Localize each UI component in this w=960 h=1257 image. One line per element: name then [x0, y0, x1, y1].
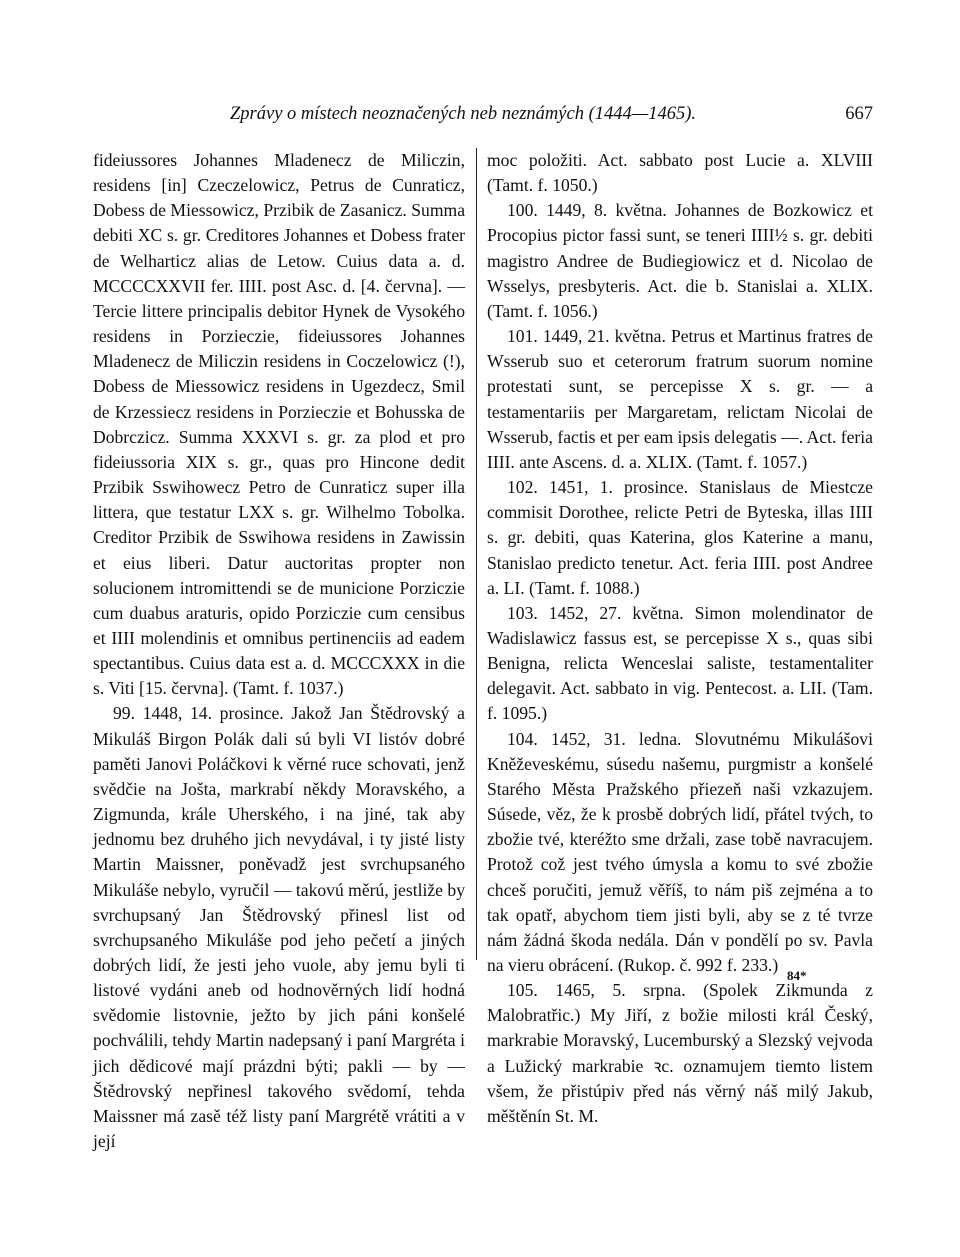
- page-number: 667: [845, 104, 873, 124]
- paragraph-entry-105: 105. 1465, 5. srpna. (Spolek Zikmunda z Malobratřic.) My Jiří, z božie milosti král Český, markrabie Moravský, Lucemburský a Slezský vejvoda a Lužický markrabie ꝛc. oznamujem tiemto listem všem, že přistúpiv před nás věrný náš milý Jakub, měštěnín St. M.: [487, 980, 873, 1126]
- paragraph-entry-99: 99. 1448, 14. prosince. Jakož Jan Štědrovský a Mikuláš Birgon Polák dali sú byli VI listóv dobré paměti Janovi Poláčkovi k věrné ruce schovati, jenž svědčie na Jošta, markrabí někdy Moravského, a Zigmunda, krále Uherského, i na jiné, tak aby jednomu bez druhého jich nevydával, i ty jisté listy Martin Maissner, poněvadž jest svrchupsaného Mikuláše nebylo, vyručil — takovú měrú, jestliže by svrchupsaný Jan Štědrovský přinesl list od svrchupsaného Mikuláše pod jeho pečetí a jiných dobrých lidí, že jesti jeho vuole, aby jemu byli ti listové vydáni aneb od hodnověrných lidí hodná svědomie listovnie, ježto by jich páni konšelé pochválili, tehdy Martin nadepsaný i paní Margréta i jich dědicové mají prázdni býti; pakli — by — Štědrovský nepřinesl takového svědomí, tehda Maissner má zasě též listy paní Margrétě vrátiti a v její: [93, 703, 465, 1152]
- signature-mark: 84*: [787, 968, 807, 983]
- paragraph-entry-101: 101. 1449, 21. května. Petrus et Martinus fratres de Wsserub suo et ceterorum fratrum suorum nomine protestati sunt, se percepisse X s. gr. — a testamentariis per Margaretam, relictam Nicolai de Wsserub, factis et per eam ipsis delegatis —. Act. feria IIII. ante Ascens. d. a. XLIX. (Tamt. f. 1057.): [487, 326, 873, 472]
- paragraph-continuation: fideiussores Johannes Mladenecz de Miliczin, residens [in] Czeczelowicz, Petrus de Cunraticz, Dobess de Miessowicz, Przibik de Zasanicz. Summa debiti XC s. gr. Creditores Johannes et Dobess frater de Welharticz alias de Letow. Cuius data a. d. MCCCCXXVII fer. IIII. post Asc. d. [4. června]. — Tercie littere principalis debitor Hynek de Vysokého residens in Porzieczie, fideiussores Johannes Mladenecz de Miliczin residens in Coczelowicz (!), Dobess de Miessowicz residens in Ugezdecz, Smil de Krzessiecz residens in Porzieczie et Bohusska de Dobrczicz. Summa XXXVI s. gr. za plod et pro fideiussoria XIX s. gr., quas pro Hincone dedit Przibik Sswihowecz Petro de Cunraticz super illa littera, que testatur LXX s. gr. Wilhelmo Tobolka. Creditor Przibik de Sswihowa residens in Zawissin et eius liberi. Datur auctoritas propter non solucionem intromittendi se de municione Porziczie cum duabus araturis, opido Porziczie cum censibus et IIII molendinis et omnibus pertinenciis ad eadem spectantibus. Cuius data est a. d. MCCCXXX in die s. Viti [15. června]. (Tamt. f. 1037.): [93, 150, 465, 699]
- column-divider: [476, 148, 477, 960]
- paragraph-entry-102: 102. 1451, 1. prosince. Stanislaus de Miestcze commisit Dorothee, relicte Petri de Byteska, illas IIII s. gr. debiti, quas Katerina, glos Katerine a manu, Stanislao predicto tenetur. Act. feria IIII. post Andree a. LI. (Tamt. f. 1088.): [487, 477, 873, 598]
- left-column: [93, 148, 465, 1154]
- paragraph-entry-104: 104. 1452, 31. ledna. Slovutnému Mikulášovi Kněževeskému, súsedu našemu, purgmistr a konšelé Starého Města Pražského přiezeň naši vzkazujem. Súsede, věz, že k prosbě dobrých lidí, přátel tvých, to zbožie tvé, kteréžto sme držali, zase tobě navracujem. Protož což jest tvého úmysla a komu to své zbožie chceš poručiti, jemuž věříš, to nám piš zejména a to tak opatř, abychom tiem jisti byli, aby se z té tvrze nám žádná škoda nedála. Dán v pondělí po sv. Pavla na vieru obrácení. (Rukop. č. 992 f. 233.): [487, 728, 873, 975]
- page-header: [93, 104, 873, 134]
- running-title: Zprávy o místech neoznačených neb neznámých (1444—1465).: [230, 104, 696, 124]
- paragraph-entry-103: 103. 1452, 27. května. Simon molendinator de Wadislawicz fassus est, se percepisse X s., quas sibi Benigna, relicta Wenceslai saliste, testamentaliter delegavit. Act. sabbato in vig. Pentecost. a. LII. (Tam. f. 1095.): [487, 602, 873, 724]
- paragraph-continuation-right: moc položiti. Act. sabbato post Lucie a. XLVIII (Tamt. f. 1050.): [487, 150, 873, 196]
- paragraph-entry-100: 100. 1449, 8. května. Johannes de Bozkowicz et Procopius pictor fassi sunt, se teneri IIII½ s. gr. debiti magistro Andree de Budiegiowicz et d. Nicolao de Wsselys, presbyteris. Act. die b. Stanislai a. XLIX. (Tamt. f. 1056.): [487, 200, 873, 321]
- right-column: [487, 148, 873, 1129]
